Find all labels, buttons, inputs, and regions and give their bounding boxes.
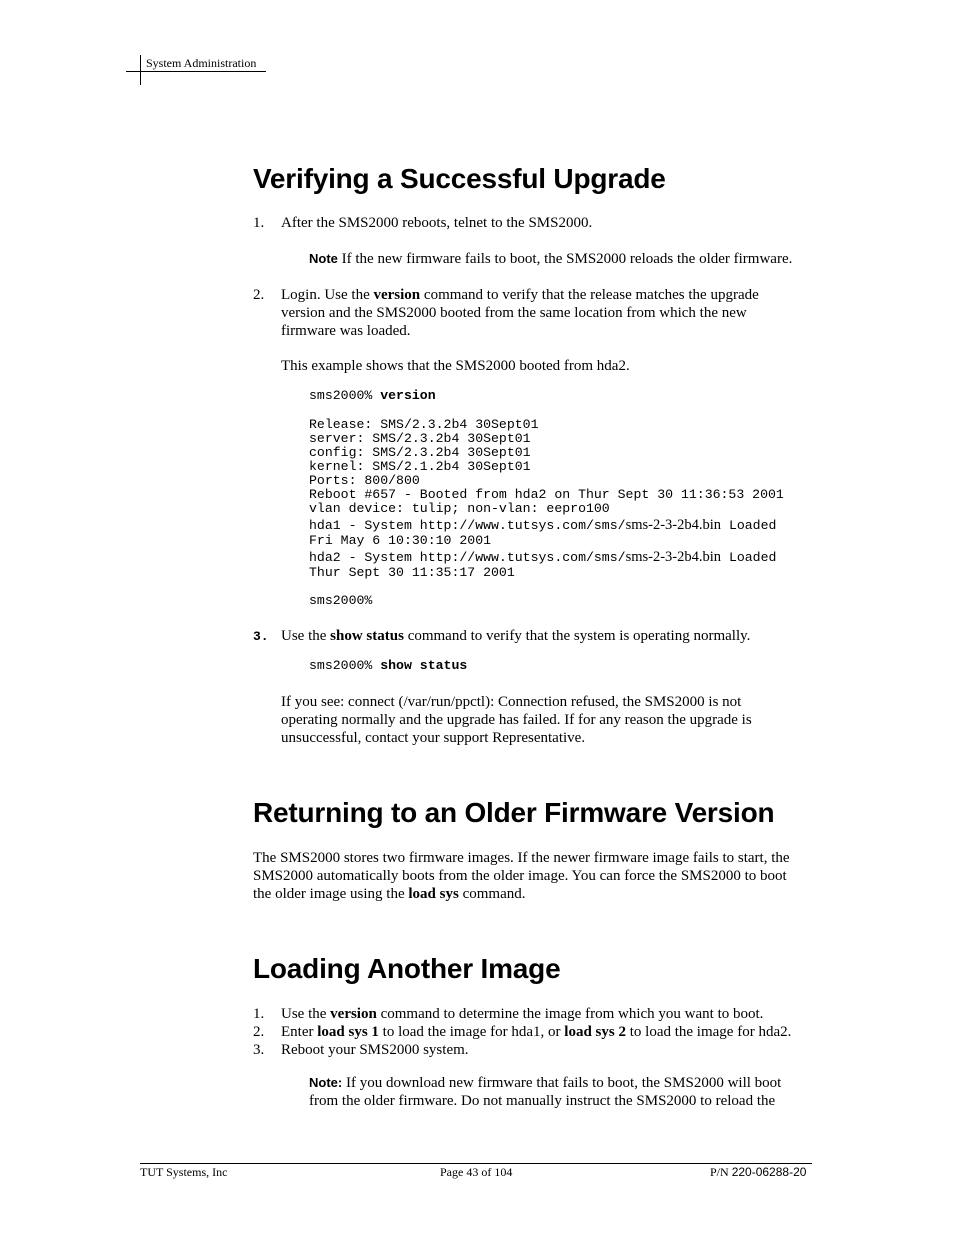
command-name: load sys [408, 886, 459, 902]
note-label: Note [309, 251, 338, 266]
step-number: 1. [253, 215, 265, 231]
code-line: config: SMS/2.3.2b4 30Sept01 [309, 445, 531, 460]
code-line: Ports: 800/800 [309, 473, 420, 488]
example-text: This example shows that the SMS2000 booted from hda2. [281, 358, 630, 374]
step-text: Enter load sys 1 to load the image for hda1, or load sys 2 to load the image for hda2. [281, 1024, 792, 1040]
footer-page-number: Page 43 of 104 [440, 1165, 513, 1179]
step-text: Use the show status command to verify that the system is operating normally. [281, 628, 751, 644]
note [309, 1074, 781, 1092]
note-text: If you download new firmware that fails to boot, the SMS2000 will boot [342, 1075, 782, 1091]
step-number: 2. [253, 287, 265, 303]
code-line: kernel: SMS/2.1.2b4 30Sept01 [309, 459, 531, 474]
code-line: Thur Sept 30 11:35:17 2001 [309, 565, 515, 580]
footer-part-number: P/N 220-06288-20 [710, 1165, 807, 1179]
code-command: version [380, 388, 436, 403]
code-line: Reboot #657 - Booted from hda2 on Thur Sept 30 11:36:53 2001 [309, 487, 784, 502]
paragraph-line: unsuccessful, contact your support Representative. [281, 730, 586, 746]
section-title-returning: Returning to an Older Firmware Version [253, 797, 775, 828]
code-line-prompt: sms2000% [309, 593, 373, 608]
step-number: 2. [253, 1024, 265, 1040]
command-name: load sys 1 [317, 1024, 379, 1040]
step-text: Use the version command to determine the image from which you want to boot. [281, 1006, 764, 1022]
running-header: System Administration [146, 56, 257, 70]
crop-mark-vertical [140, 55, 141, 85]
step-text: After the SMS2000 reboots, telnet to the SMS2000. [281, 215, 593, 231]
step-text-line: version and the SMS2000 booted from the same location from which the new [281, 305, 747, 321]
note-text: If the new firmware fails to boot, the SMS2000 reloads the older firmware. [337, 251, 793, 267]
step-text: Reboot your SMS2000 system. [281, 1042, 469, 1058]
step-number: 3. [253, 1042, 265, 1058]
command-name: version [373, 287, 421, 303]
code-line-prompt: sms2000% version [309, 388, 436, 403]
step-number: 1. [253, 1006, 265, 1022]
code-line-prompt: sms2000% show status [309, 658, 468, 673]
crop-mark-horizontal [126, 71, 266, 72]
command-name: show status [330, 628, 404, 644]
paragraph-line: the older image using the load sys command. [253, 886, 526, 902]
code-line: server: SMS/2.3.2b4 30Sept01 [309, 431, 531, 446]
code-line: hda2 - System http://www.tutsys.com/sms/sms-2-3-2b4.bin Loaded [309, 549, 777, 565]
paragraph-line: The SMS2000 stores two firmware images. If the newer firmware image fails to start, the [253, 850, 790, 866]
code-line: Fri May 6 10:30:10 2001 [309, 533, 492, 548]
code-line: vlan device: tulip; non-vlan: eepro100 [309, 501, 610, 516]
step-text-line: firmware was loaded. [281, 323, 411, 339]
note-label: Note: [309, 1075, 343, 1090]
command-name: version [330, 1006, 377, 1022]
note-text-line: from the older firmware. Do not manually instruct the SMS2000 to reload the [309, 1093, 776, 1109]
note [309, 250, 792, 268]
footer-company: TUT Systems, Inc [140, 1165, 228, 1179]
section-title-verifying: Verifying a Successful Upgrade [253, 163, 666, 194]
footer-rule [140, 1163, 812, 1164]
code-line: Release: SMS/2.3.2b4 30Sept01 [309, 417, 539, 432]
paragraph-line: SMS2000 automatically boots from the older image. You can force the SMS2000 to boot [253, 868, 787, 884]
code-command: show status [380, 658, 468, 673]
paragraph-line: operating normally and the upgrade has failed. If for any reason the upgrade is [281, 712, 752, 728]
section-title-loading: Loading Another Image [253, 953, 561, 984]
paragraph-line: If you see: connect (/var/run/ppctl): Connection refused, the SMS2000 is not [281, 694, 742, 710]
step-text: Login. Use the version command to verify that the release matches the upgrade [281, 287, 759, 303]
code-line: hda1 - System http://www.tutsys.com/sms/sms-2-3-2b4.bin Loaded [309, 517, 777, 533]
step-number: 3. [253, 629, 269, 644]
command-name: load sys 2 [564, 1024, 626, 1040]
